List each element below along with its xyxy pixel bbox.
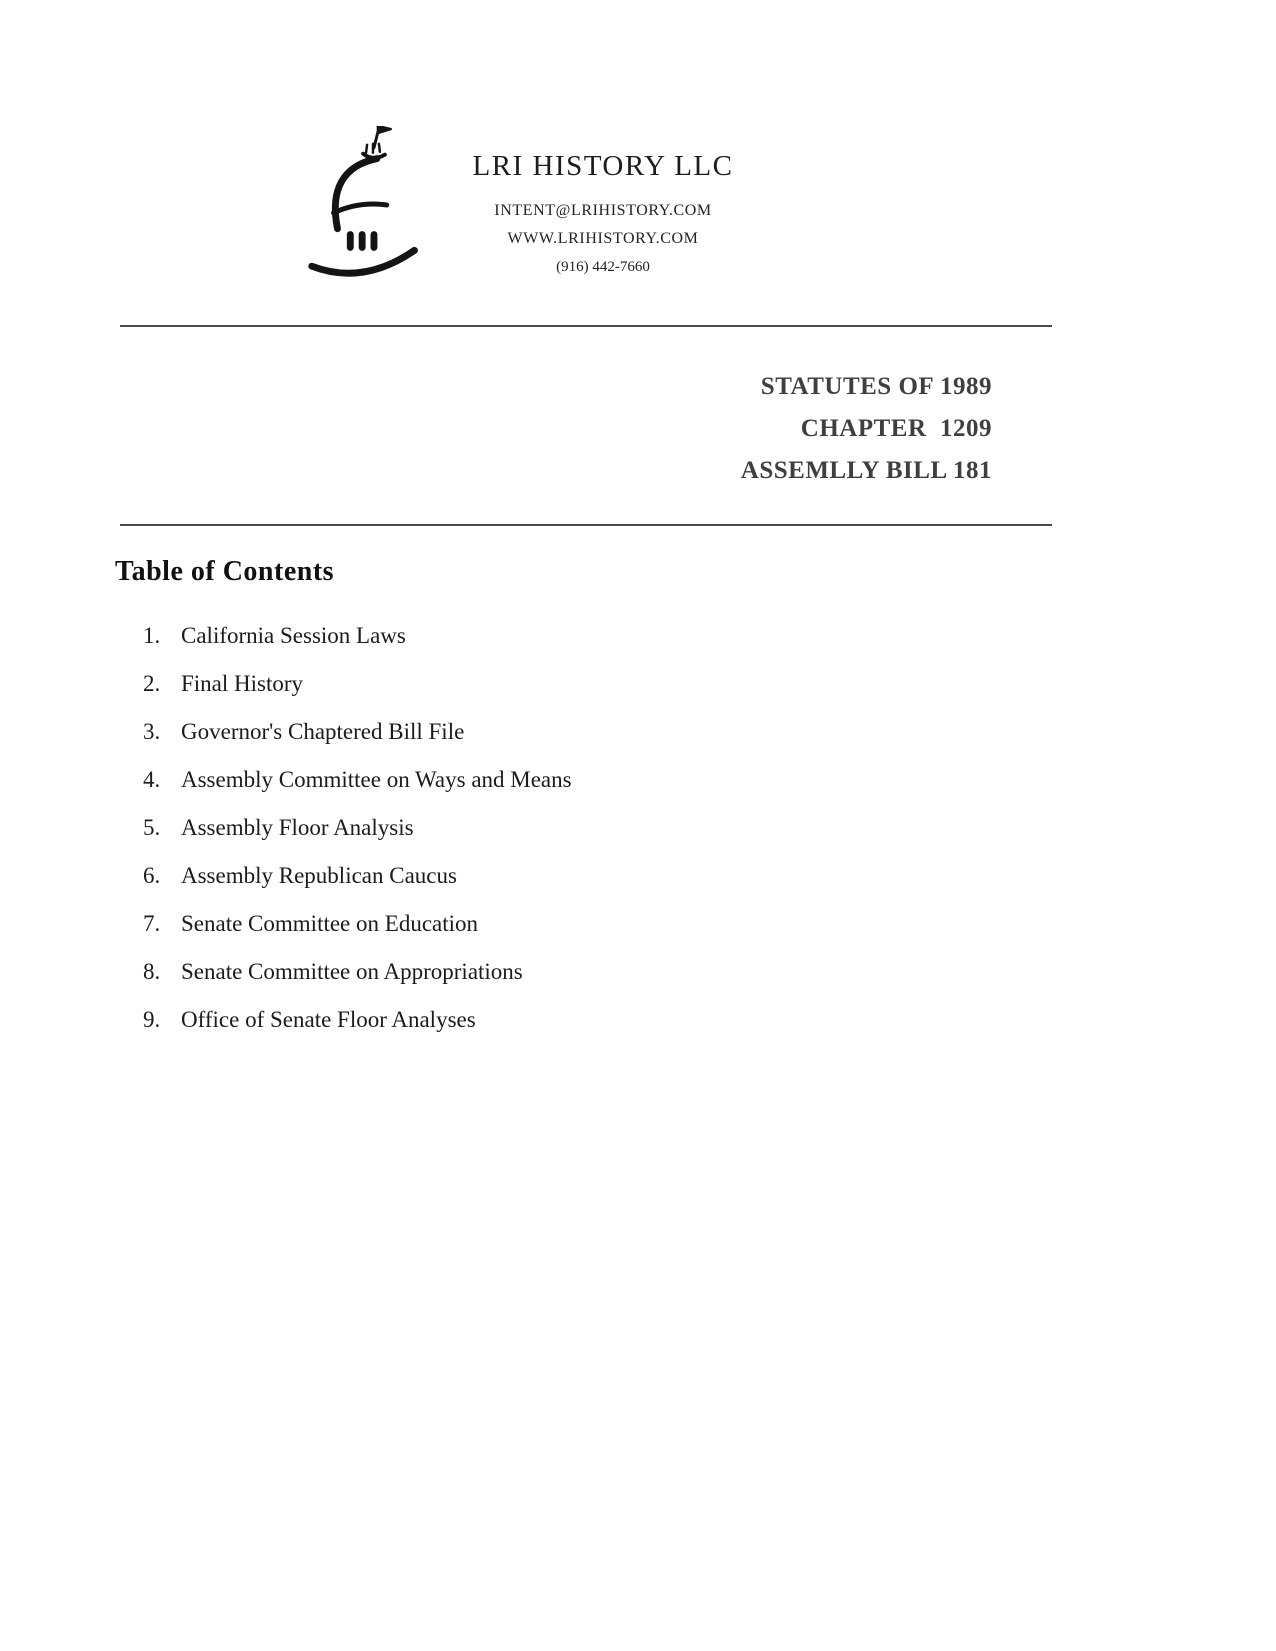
toc-item-number: 6. — [143, 863, 161, 888]
toc-item-label: Final History — [181, 671, 304, 696]
toc-item-number: 9. — [143, 1007, 161, 1032]
toc-item — [143, 958, 572, 986]
statutes-line: STATUTES OF 1989 — [760, 373, 992, 400]
company-website: WWW.LRIHISTORY.COM — [507, 230, 699, 247]
company-header — [458, 150, 748, 281]
toc-item-label: Senate Committee on Appropriations — [181, 959, 523, 984]
toc-item-label: Assembly Floor Analysis — [181, 815, 414, 840]
toc-item — [143, 1006, 572, 1034]
toc-heading: Table of Contents — [115, 556, 335, 587]
toc-item-number: 5. — [143, 815, 161, 840]
toc-item — [143, 814, 572, 842]
toc-item-number: 7. — [143, 911, 161, 936]
toc-item-label: Office of Senate Floor Analyses — [181, 1007, 476, 1032]
toc-list — [143, 622, 572, 1054]
bill-line: ASSEMLLY BILL 181 — [740, 457, 992, 484]
toc-item-label: Governor's Chaptered Bill File — [181, 719, 465, 744]
toc-item-number: 4. — [143, 767, 161, 792]
chapter-line: CHAPTER 1209 — [800, 415, 992, 442]
company-phone: (916) 442-7660 — [556, 259, 650, 275]
toc-item-number: 3. — [143, 719, 161, 744]
toc-item-label: Senate Committee on Education — [181, 911, 479, 936]
toc-item — [143, 862, 572, 890]
toc-item — [143, 766, 572, 794]
company-email: INTENT@LRIHISTORY.COM — [494, 202, 712, 219]
toc-item-label: Assembly Republican Caucus — [181, 863, 457, 888]
toc-item-label: Assembly Committee on Ways and Means — [181, 767, 572, 792]
toc-item — [143, 718, 572, 746]
capitol-dome-logo-icon — [298, 126, 446, 284]
company-name: LRI HISTORY LLC — [472, 150, 734, 182]
divider-bottom — [120, 524, 1052, 526]
divider-top — [120, 325, 1052, 327]
toc-item-label: California Session Laws — [181, 623, 406, 648]
statutes-title-block — [120, 366, 992, 492]
toc-item — [143, 910, 572, 938]
toc-item-number: 2. — [143, 671, 161, 696]
toc-item-number: 8. — [143, 959, 161, 984]
toc-item — [143, 670, 572, 698]
toc-item — [143, 622, 572, 650]
toc-item-number: 1. — [143, 623, 161, 648]
